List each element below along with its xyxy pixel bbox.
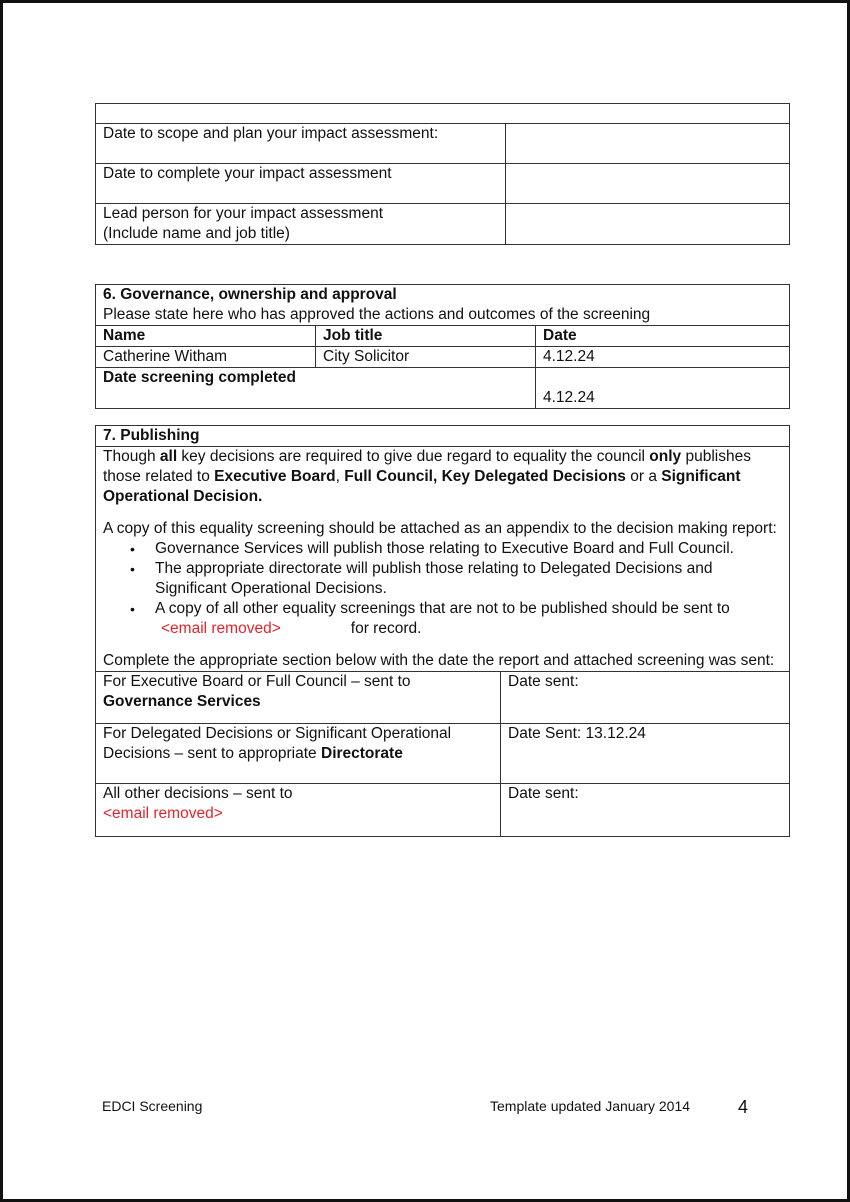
approval-date: 4.12.24 — [536, 347, 790, 368]
table-row — [96, 124, 790, 164]
bullet-text: A copy of all other equality screenings that are not to be published should be sent to — [155, 600, 730, 617]
footer-template-date: Template updated January 2014 — [490, 1098, 691, 1114]
row-label: Date to scope and plan your impact assessment: — [96, 124, 506, 164]
sent-row — [96, 724, 790, 784]
intro-text: Though — [103, 448, 160, 465]
intro-bold: Full Council, Key Delegated Decisions — [344, 468, 626, 485]
column-header-date: Date — [536, 326, 790, 347]
completed-date: 4.12.24 — [536, 368, 790, 409]
completed-label: Date screening completed — [96, 368, 536, 409]
section-title: 7. Publishing — [96, 426, 790, 447]
section-subtitle: Please state here who has approved the actions and outcomes of the screening — [103, 306, 651, 323]
publishing-body-row — [96, 447, 790, 672]
row-label: Date to complete your impact assessment — [96, 164, 506, 204]
completion-row — [96, 368, 790, 409]
approver-name: Catherine Witham — [96, 347, 316, 368]
scope-date-field[interactable] — [506, 124, 790, 164]
table-header-empty-row — [96, 104, 790, 124]
publishing-body — [96, 447, 790, 672]
sent-row-recipient: Governance Services — [103, 693, 261, 710]
publishing-bullet-list — [103, 539, 782, 639]
intro-text: key decisions are required to give due regard to equality the council — [177, 448, 650, 465]
intro-text: , — [335, 468, 345, 485]
bullet-item: • Governance Services will publish those relating to Executive Board and Full Council. — [155, 539, 782, 559]
date-sent-field[interactable]: Date sent: — [501, 672, 790, 724]
table-row — [96, 164, 790, 204]
bullet-item — [155, 599, 782, 639]
publishing-table — [95, 425, 790, 837]
table-row — [96, 204, 790, 245]
intro-bold: all — [159, 448, 178, 465]
table-row — [96, 347, 790, 368]
sent-row-text: For Delegated Decisions or Significant Operational Decisions – sent to appropriate — [103, 725, 452, 762]
bullet-suffix: for record. — [350, 620, 422, 637]
empty-header-cell — [96, 104, 790, 124]
sent-row-text: For Executive Board or Full Council – sent to — [103, 673, 411, 690]
complete-instructions: Complete the appropriate section below with the date the report and attached screening was sent: — [103, 652, 775, 669]
complete-date-field[interactable] — [506, 164, 790, 204]
publishing-header-row — [96, 426, 790, 447]
intro-text: or a — [625, 468, 662, 485]
intro-text: publishes those related to — [103, 448, 751, 485]
footer-document-name: EDCI Screening — [102, 1098, 203, 1114]
date-sent-field[interactable]: Date Sent: 13.12.24 — [501, 724, 790, 784]
governance-header-row — [96, 285, 790, 326]
intro-bold: Significant Operational Decision. — [103, 468, 741, 505]
redacted-email: <email removed> — [161, 620, 281, 637]
lead-person-label: Lead person for your impact assessment — [103, 205, 383, 222]
redacted-email: <email removed> — [103, 805, 223, 822]
sent-row-label — [96, 672, 501, 724]
sent-row-text: All other decisions – sent to — [103, 785, 293, 802]
lead-person-field[interactable] — [506, 204, 790, 245]
intro-bold: only — [649, 448, 682, 465]
appendix-text: A copy of this equality screening should be attached as an appendix to the decision making report: — [103, 520, 777, 537]
governance-table — [95, 284, 790, 409]
row-label — [96, 204, 506, 245]
intro-bold: Executive Board — [214, 468, 336, 485]
date-sent-field[interactable]: Date sent: — [501, 784, 790, 837]
approver-job-title: City Solicitor — [316, 347, 536, 368]
impact-assessment-table — [95, 103, 790, 245]
column-header-name: Name — [96, 326, 316, 347]
governance-header-cell — [96, 285, 790, 326]
lead-person-hint: (Include name and job title) — [103, 225, 290, 242]
sent-row — [96, 672, 790, 724]
sent-row-label — [96, 724, 501, 784]
publishing-intro — [103, 447, 782, 507]
sent-row-recipient: Directorate — [321, 745, 403, 762]
column-header-row — [96, 326, 790, 347]
column-header-job-title: Job title — [316, 326, 536, 347]
sent-row-label — [96, 784, 501, 837]
section-title: 6. Governance, ownership and approval — [103, 286, 397, 303]
page-number: 4 — [738, 1097, 749, 1117]
sent-row — [96, 784, 790, 837]
bullet-item: • The appropriate directorate will publish those relating to Delegated Decisions and Significant Operational Decisions. — [155, 559, 782, 599]
